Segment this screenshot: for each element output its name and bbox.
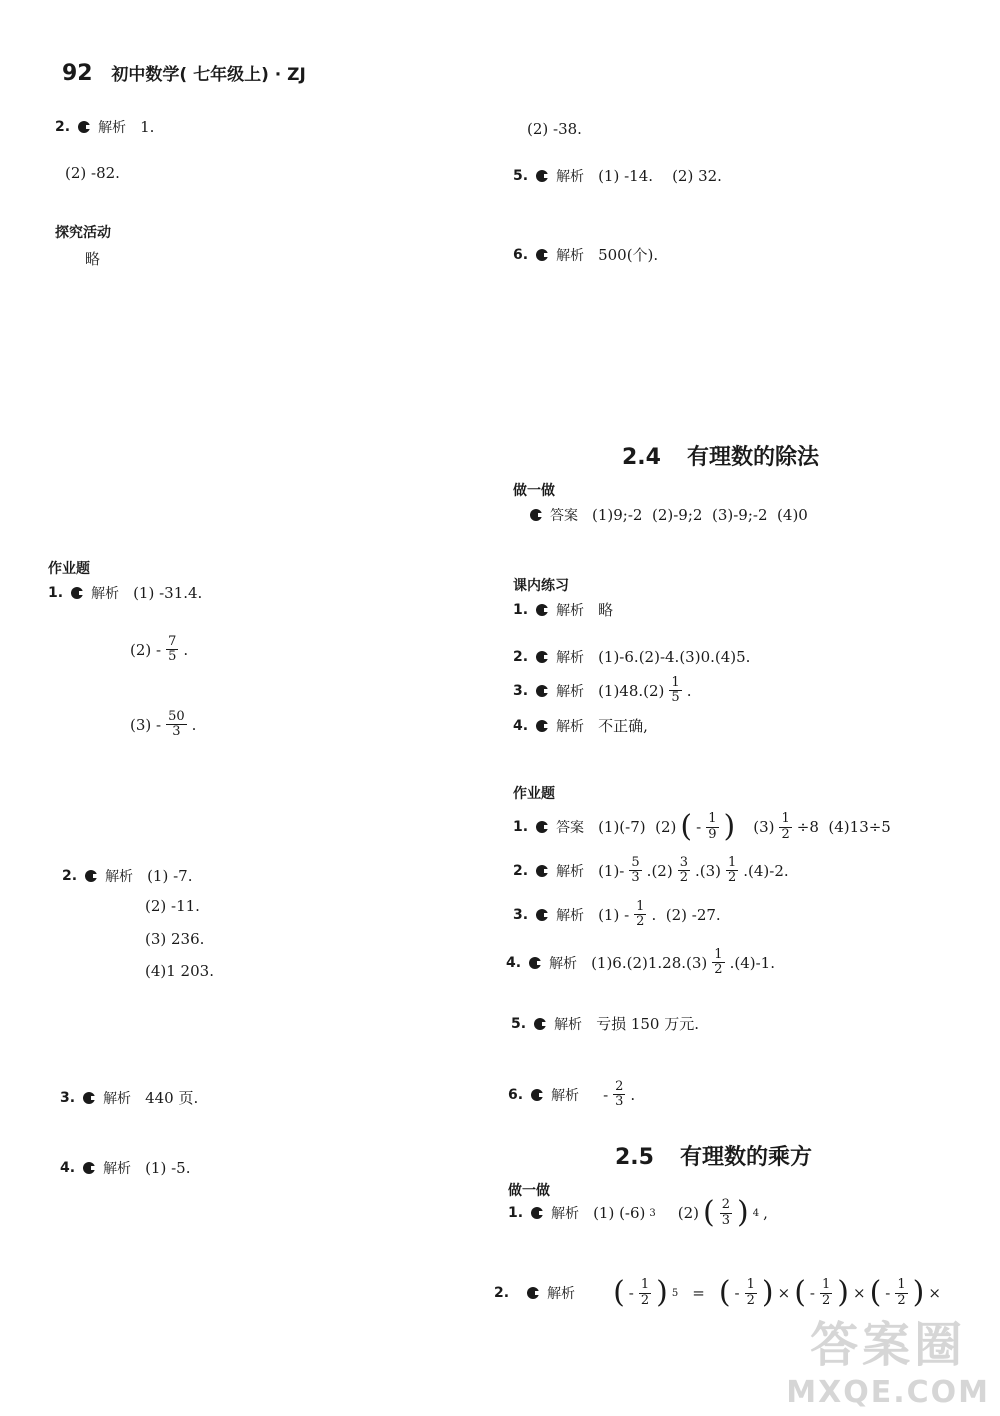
answer-text	[593, 1195, 768, 1230]
item-number: 3.	[513, 906, 529, 923]
left-hw2	[62, 866, 192, 886]
left-hw1	[48, 583, 202, 603]
answer-text	[598, 676, 691, 706]
numerator: 2	[721, 1197, 731, 1213]
times-sign: ×	[928, 1284, 941, 1302]
left-hw-title: 作业题	[48, 561, 90, 577]
numerator: 2	[615, 1079, 624, 1094]
bullet-icon	[531, 1089, 543, 1101]
left-hw2-p3: (3) 236.	[145, 930, 205, 948]
item-number: 3.	[60, 1089, 76, 1106]
item-number: 2.	[513, 649, 529, 665]
right-paren: )	[761, 1275, 774, 1310]
analysis-label: 解析	[556, 907, 585, 924]
text-part: .(4)-1.	[729, 953, 775, 972]
page-number: 92	[62, 61, 93, 86]
numerator: 3	[679, 855, 688, 870]
numerator: 1	[746, 1277, 755, 1293]
hw24-q5	[511, 1013, 699, 1034]
watermark-line2: MXQE.COM	[786, 1375, 990, 1410]
watermark	[786, 1306, 990, 1410]
times-sign: ×	[777, 1284, 791, 1302]
denominator: 5	[671, 690, 680, 706]
item-number: 2.	[55, 119, 71, 135]
fraction	[820, 1278, 832, 1308]
minus-sign: -	[603, 1085, 609, 1104]
right-paren: )	[737, 1195, 749, 1230]
text-part: (1)-	[598, 861, 625, 880]
numerator: 1	[897, 1277, 906, 1293]
numerator: 1	[636, 899, 645, 914]
bullet-icon	[534, 1018, 546, 1030]
analysis-label: 解析	[98, 120, 127, 136]
left-q2-line2: (2) -82.	[65, 164, 120, 182]
numerator: 1	[727, 855, 737, 870]
analysis-label: 解析	[103, 1090, 132, 1107]
analysis-label: 解析	[103, 1161, 132, 1177]
minus-sign: -	[734, 1284, 740, 1302]
numerator: 1	[671, 675, 680, 690]
hw24-q2	[513, 856, 789, 886]
answer-text: (2) -	[130, 640, 162, 659]
denominator: 2	[781, 826, 790, 842]
denominator: 2	[679, 870, 688, 886]
fraction	[629, 856, 641, 886]
bullet-icon	[527, 1287, 539, 1299]
text-part: .(2)	[646, 861, 673, 880]
item-number: 4.	[506, 954, 522, 971]
text-part: .(3)	[694, 861, 721, 880]
numerator: 1	[714, 947, 723, 962]
denominator: 3	[172, 724, 181, 740]
item-number: 4.	[60, 1160, 76, 1176]
answer-text: 略	[598, 601, 614, 619]
left-hw2-p2: (2) -11.	[145, 897, 200, 915]
period: .	[686, 681, 692, 700]
answer-text: 440 页.	[145, 1089, 199, 1107]
answer-text: 不正确,	[598, 717, 648, 735]
fraction	[706, 812, 718, 842]
item-number: 6.	[508, 1086, 524, 1103]
doit-title: 做一做	[513, 483, 555, 499]
left-hw2-p4: (4)1 203.	[145, 962, 214, 980]
numerator: 50	[168, 709, 185, 724]
bullet-icon	[536, 909, 548, 921]
item-number: 2.	[62, 868, 78, 884]
answer-text: (3) -	[130, 715, 162, 734]
watermark-line1: 答案圈	[810, 1317, 967, 1373]
denominator: 2	[636, 914, 645, 930]
section-number: 2.5	[615, 1145, 654, 1170]
analysis-label: 解析	[554, 1016, 583, 1033]
class-q4	[513, 715, 648, 736]
fraction	[712, 948, 724, 978]
section-title: 有理数的乘方	[679, 1145, 812, 1170]
item-number: 1.	[508, 1205, 524, 1221]
numerator: 1	[708, 811, 717, 827]
answer-text: (1)9;-2 (2)-9;2 (3)-9;-2 (4)0	[592, 506, 808, 524]
minus-sign: -	[628, 1284, 634, 1302]
hw24-q3	[513, 900, 721, 930]
item-number: 5.	[513, 168, 529, 184]
bullet-icon	[83, 1092, 95, 1104]
hw24-q6	[508, 1080, 635, 1110]
answer-label: 答案	[556, 820, 585, 836]
analysis-label: 解析	[556, 863, 585, 880]
left-hw3	[60, 1087, 198, 1108]
analysis-label: 解析	[105, 869, 134, 885]
analysis-label: 解析	[551, 1087, 580, 1104]
bullet-icon	[536, 865, 548, 877]
left-paren: (	[680, 809, 693, 844]
answer-text: 亏损 150 万元.	[596, 1015, 699, 1033]
text-part: . (2) -27.	[651, 905, 721, 924]
fraction	[669, 676, 681, 706]
text-part: (3)	[753, 818, 775, 836]
analysis-label: 解析	[556, 718, 585, 735]
numerator: 1	[821, 1277, 831, 1293]
text-part: ,	[763, 1204, 768, 1222]
bullet-icon	[536, 720, 548, 732]
denominator: 9	[708, 826, 717, 842]
analysis-label: 解析	[556, 683, 585, 700]
left-hw4	[60, 1158, 190, 1178]
bullet-icon	[85, 870, 97, 882]
item-number: 4.	[513, 717, 529, 734]
s25-q2	[494, 1275, 941, 1310]
section-2-4-heading	[622, 440, 819, 471]
page-header	[62, 60, 306, 86]
class-practice-title: 课内练习	[513, 578, 569, 594]
answer-text: (1) -31.4.	[133, 584, 203, 602]
bullet-icon	[536, 170, 548, 182]
right-paren: )	[837, 1275, 849, 1310]
answer-text: (1) -5.	[145, 1159, 191, 1177]
class-q3	[513, 676, 691, 706]
answer-text: (1) -7.	[147, 867, 193, 885]
item-number: 2.	[513, 862, 529, 879]
bullet-icon	[531, 1207, 543, 1219]
bullet-icon	[529, 957, 541, 969]
bullet-icon	[536, 604, 548, 616]
answer-text: (1) -14. (2) 32.	[598, 167, 722, 185]
right-hw-title: 作业题	[513, 786, 555, 802]
explore-text: 略	[85, 250, 101, 268]
left-paren: (	[718, 1275, 731, 1310]
bullet-icon	[71, 587, 83, 599]
left-paren: (	[703, 1195, 715, 1230]
denominator: 2	[821, 1292, 831, 1308]
answer-label: 答案	[550, 508, 578, 524]
section-2-5-heading	[615, 1140, 812, 1171]
text-part: (1)6.(2)1.28.(3)	[591, 953, 708, 972]
item-number: 1.	[513, 819, 529, 835]
right-paren: )	[912, 1275, 925, 1310]
answer-text: 500(个).	[598, 246, 659, 264]
text-part: .(4)-2.	[743, 861, 789, 880]
denominator: 2	[897, 1292, 906, 1308]
fraction	[779, 812, 791, 842]
left-paren: (	[869, 1275, 882, 1310]
denominator: 2	[640, 1292, 650, 1308]
denominator: 2	[714, 962, 723, 978]
s25-q1	[508, 1195, 768, 1230]
bullet-icon	[536, 821, 548, 833]
left-q2-top	[55, 117, 154, 137]
bullet-icon	[536, 685, 548, 697]
numerator: 1	[781, 811, 790, 827]
text-part: (1) (-6)	[593, 1204, 646, 1222]
analysis-label: 解析	[547, 1286, 576, 1302]
period: .	[191, 715, 197, 734]
numerator: 5	[631, 855, 640, 870]
period: .	[630, 1085, 636, 1104]
answer-text	[598, 900, 721, 930]
fraction	[745, 1278, 757, 1308]
answer-text: (1)-6.(2)-4.(3)0.(4)5.	[598, 648, 751, 666]
analysis-label: 解析	[556, 247, 585, 264]
text-part: ÷8 (4)13÷5	[796, 818, 891, 836]
bullet-icon	[83, 1162, 95, 1174]
item-number: 1.	[48, 585, 64, 601]
fraction	[166, 710, 187, 740]
analysis-label: 解析	[556, 169, 585, 185]
equals-sign: =	[692, 1284, 705, 1302]
text-part: (1)(-7) (2)	[598, 818, 677, 836]
left-hw1-p3	[130, 710, 196, 740]
fraction	[613, 1080, 625, 1110]
left-paren: (	[794, 1275, 806, 1310]
denominator: 3	[721, 1212, 731, 1228]
period: .	[183, 640, 189, 659]
numerator: 1	[640, 1277, 650, 1293]
answer-text	[591, 948, 775, 978]
answer-text	[598, 809, 891, 844]
left-paren: (	[613, 1275, 625, 1310]
left-hw1-p2	[130, 635, 188, 665]
section-title: 有理数的除法	[686, 445, 819, 470]
exponent: 3	[649, 1207, 656, 1219]
right-q5	[513, 166, 722, 186]
fraction	[726, 856, 738, 886]
s25-doit-title: 做一做	[508, 1183, 550, 1199]
numerator: 7	[168, 634, 177, 649]
answer-text: 1.	[140, 118, 155, 136]
hw24-q4	[506, 948, 775, 978]
right-paren: )	[723, 809, 736, 844]
analysis-label: 解析	[556, 602, 585, 619]
denominator: 3	[631, 870, 640, 886]
denominator: 3	[615, 1094, 624, 1110]
fraction	[895, 1278, 907, 1308]
minus-sign: -	[885, 1284, 891, 1302]
bullet-icon	[536, 249, 548, 261]
item-number: 3.	[513, 682, 529, 699]
minus-sign: -	[809, 1284, 815, 1302]
item-number: 5.	[511, 1015, 527, 1032]
class-q2	[513, 647, 750, 667]
fraction	[639, 1278, 651, 1308]
analysis-label: 解析	[91, 586, 120, 602]
explore-title: 探究活动	[55, 225, 111, 241]
right-paren: )	[656, 1275, 668, 1310]
class-q1	[513, 599, 613, 620]
minus-sign: -	[696, 818, 702, 836]
exponent: 4	[752, 1207, 760, 1219]
item-number: 2.	[494, 1285, 510, 1301]
right-q6	[513, 244, 658, 265]
denominator: 5	[168, 649, 177, 665]
times-sign: ×	[852, 1284, 866, 1302]
fraction	[720, 1198, 732, 1228]
doit-answer	[530, 505, 808, 525]
exponent: 5	[671, 1287, 679, 1299]
item-number: 1.	[513, 601, 529, 618]
book-title: 初中数学( 七年级上) · ZJ	[111, 65, 306, 85]
denominator: 2	[727, 870, 737, 886]
fraction	[166, 635, 178, 665]
right-top2: (2) -38.	[527, 120, 582, 138]
bullet-icon	[530, 509, 542, 521]
fraction	[678, 856, 690, 886]
item-number: 6.	[513, 246, 529, 263]
bullet-icon	[78, 121, 90, 133]
denominator: 2	[746, 1292, 755, 1308]
analysis-label: 解析	[549, 955, 578, 972]
answer-text	[593, 1080, 635, 1110]
hw24-q1	[513, 809, 891, 844]
fraction	[634, 900, 646, 930]
text-part: (1) -	[598, 905, 630, 924]
power-expansion	[613, 1275, 941, 1310]
analysis-label: 解析	[551, 1206, 580, 1222]
section-number: 2.4	[622, 445, 661, 470]
answer-text	[598, 856, 789, 886]
text-part: (1)48.(2)	[598, 681, 665, 700]
bullet-icon	[536, 651, 548, 663]
analysis-label: 解析	[556, 650, 585, 666]
text-part: (2)	[677, 1204, 700, 1222]
